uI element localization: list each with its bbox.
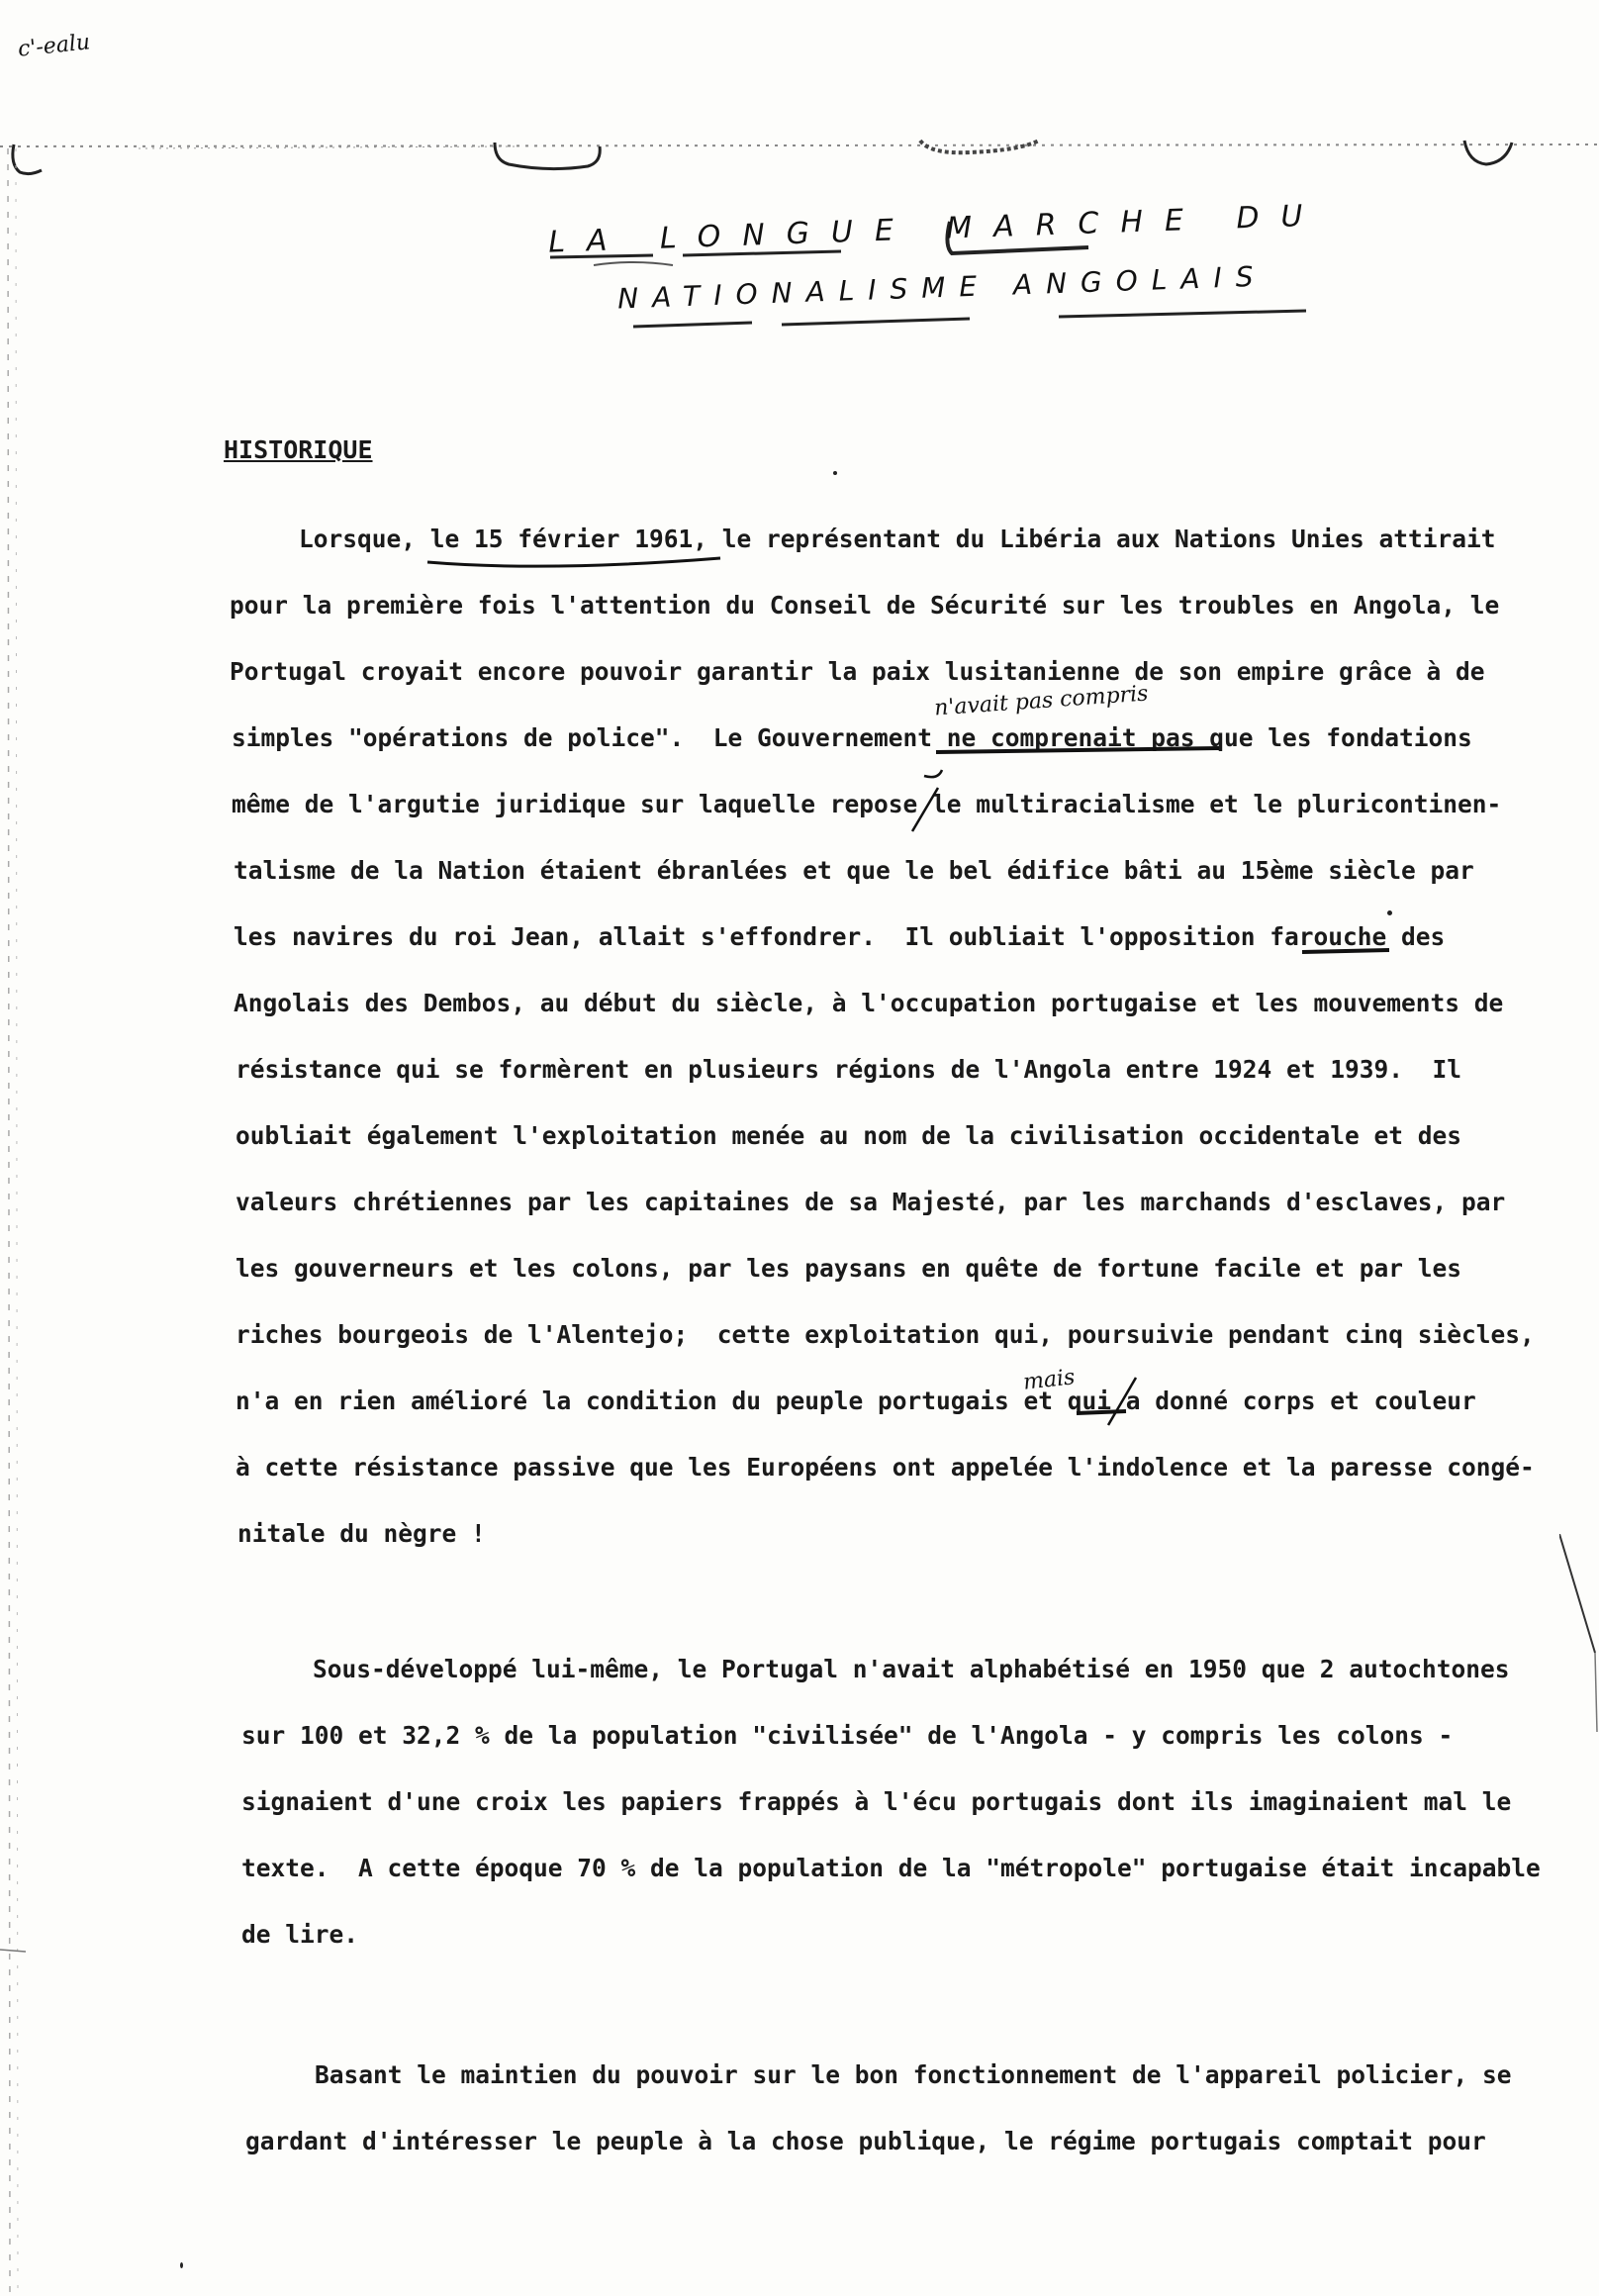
paragraph-line: riches bourgeois de l'Alentejo; cette exploitation qui, poursuivie pendant cinq siècles, [235, 1320, 1535, 1349]
handwritten-correction: n'avait pas compris [933, 681, 1150, 721]
paragraph-line: Portugal croyait encore pouvoir garantir la paix lusitanienne de son empire grâce à de [230, 657, 1485, 686]
paragraph-line: sur 100 et 32,2 % de la population "civilisée" de l'Angola - y compris les colons - [241, 1721, 1454, 1750]
paragraph-3 [245, 2060, 1512, 2175]
paragraph-2 [241, 1655, 1541, 1949]
paragraph-line: texte. A cette époque 70 % de la population de la "métropole" portugaise était incapable [241, 1854, 1541, 1882]
paragraph-line: résistance qui se formèrent en plusieurs régions de l'Angola entre 1924 et 1939. Il [235, 1055, 1462, 1084]
paragraph-line: même de l'argutie juridique sur laquelle repose le multiracialisme et le pluricontinen- [232, 790, 1502, 818]
section-heading: HISTORIQUE [224, 435, 373, 464]
paragraph-line: Lorsque, le 15 février 1961, le représentant du Libéria aux Nations Unies attirait [299, 525, 1496, 553]
scan-speck [833, 471, 837, 475]
handwritten-title [534, 198, 1346, 346]
paragraph-line: pour la première fois l'attention du Conseil de Sécurité sur les troubles en Angola, le [230, 591, 1500, 620]
paragraph-line: à cette résistance passive que les Européens ont appelée l'indolence et la paresse congé- [235, 1453, 1535, 1482]
paragraph-line: Basant le maintien du pouvoir sur le bon fonctionnement de l'appareil policier, se [315, 2060, 1512, 2089]
scan-speck [1387, 910, 1392, 915]
margin-scrawl: c'-ealu [16, 30, 92, 62]
paragraph-line: Sous-développé lui-même, le Portugal n'avait alphabétisé en 1950 que 2 autochtones [313, 1655, 1510, 1683]
scan-speck [180, 2262, 183, 2268]
paragraph-line: signaient d'une croix les papiers frappés à l'écu portugais dont ils imaginaient mal le [241, 1787, 1512, 1816]
handwritten-correction: mais [1021, 1365, 1077, 1395]
title-line-2: NATIONALISME ANGOLAIS [616, 259, 1268, 316]
perforation-edge [0, 139, 1599, 178]
paragraph-line: Angolais des Dembos, au début du siècle, à l'occupation portugaise et les mouvements de [234, 989, 1504, 1017]
paragraph-line: gardant d'intéresser le peuple à la chose publique, le régime portugais comptait pour [245, 2127, 1486, 2155]
paragraph-line: de lire. [241, 1920, 359, 1949]
right-scan-edge [1559, 1534, 1599, 1732]
paragraph-line: les gouverneurs et les colons, par les paysans en quête de fortune facile et par les [235, 1254, 1462, 1283]
paragraph-line: valeurs chrétiennes par les capitaines de sa Majesté, par les marchands d'esclaves, par [235, 1188, 1506, 1216]
paragraph-line: n'a en rien amélioré la condition du peuple portugais et qui a donné corps et couleur [235, 1387, 1476, 1415]
paragraph-line: simples "opérations de police". Le Gouvernement ne comprenait pas que les fondations [232, 723, 1472, 752]
paragraph-line: talisme de la Nation étaient ébranlées et que le bel édifice bâti au 15ème siècle par [234, 856, 1474, 885]
left-scan-edge [0, 148, 26, 2296]
paragraph-line: les navires du roi Jean, allait s'effondrer. Il oubliait l'opposition farouche des [234, 922, 1446, 951]
paragraph-line: oubliait également l'exploitation menée au nom de la civilisation occidentale et des [235, 1121, 1462, 1150]
paragraph-line: nitale du nègre ! [237, 1519, 486, 1548]
title-line-1: LA LONGUE MARCHE DU [547, 198, 1325, 260]
